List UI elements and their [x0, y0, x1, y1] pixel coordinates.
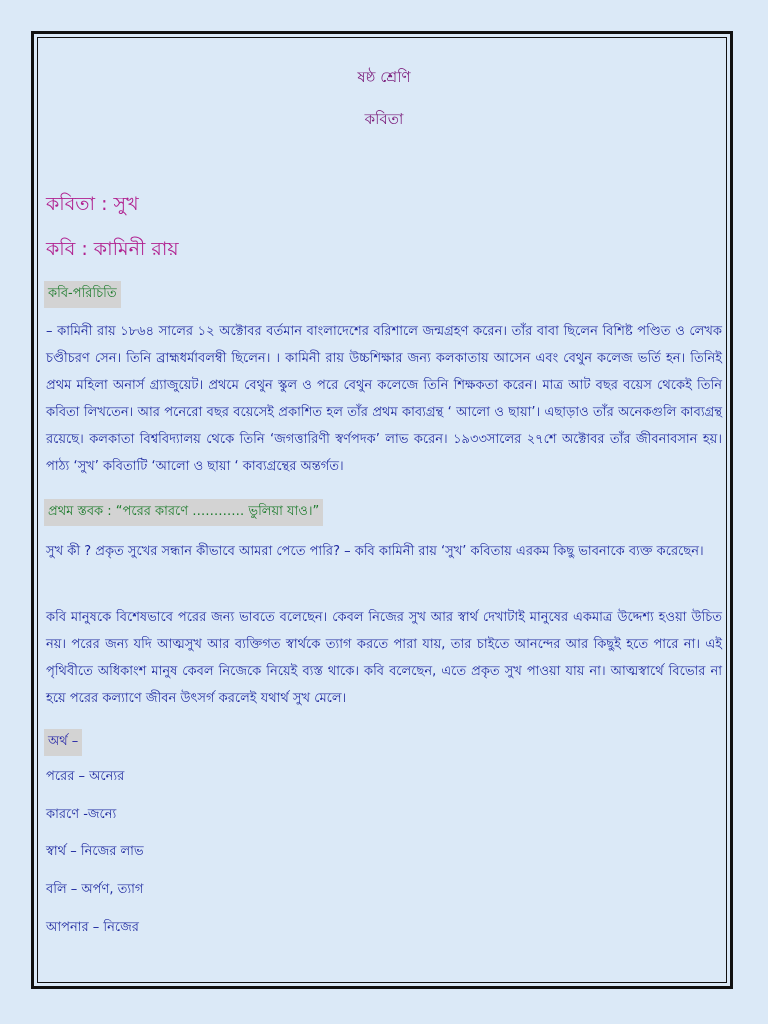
poet-name: কবি : কামিনী রায়: [46, 238, 179, 260]
meaning-item: স্বার্থ – নিজের লাভ: [46, 844, 144, 859]
meaning-item: পরের – অন্যের: [46, 769, 125, 784]
stanza-label: প্রথম স্তবক : “পরের কারণে ………… ভুলিয়া যাও।”: [44, 499, 323, 526]
intro-label: কবি-পরিচিতি: [44, 281, 121, 308]
subject-title: কবিতা: [364, 110, 404, 128]
class-title: ষষ্ঠ শ্রেণি: [357, 68, 411, 86]
stanza-paragraph-1: সুখ কী ? প্রকৃত সুখের সন্ধান কীভাবে আমরা পেতে পারি? – কবি কামিনী রায় ‘সুখ’ কবিতায় এরকম কিছু ভাবনাকে ব্যক্ত করেছেন।: [46, 544, 704, 559]
intro-paragraph: – কামিনী রায় ১৮৬৪ সালের ১২ অক্টোবর বর্তমান বাংলাদেশের বরিশালে জন্মগ্রহণ করেন। তাঁর বাবা ছিলেন বিশিষ্ট পণ্ডিত ও লেখক চণ্ডীচরণ সেন। তিনি ব্রাহ্মধর্মাবলম্বী ছিলেন। । কামিনী রায় উচ্চশিক্ষার জন্য কলকাতায় আসেন এবং বেথুন কলেজ ভর্তি হন। তিনিই প্রথম মহিলা অনার্স গ্র্যাজুয়েট। প্রথমে বেথুন স্কুল ও পরে বেথুন কলেজে তিনি শিক্ষকতা করেন। মাত্র আট বছর বয়েস থেকেই তিনি কবিতা লিখতেন। আর পনেরো বছর বয়েসেই প্রকাশিত হল তাঁর প্রথম কাব্যগ্রন্থ ‘ আলো ও ছায়া’। এছাড়াও তাঁর অনেকগুলি কাব্যগ্রন্থ রয়েছে। কলকাতা বিশ্ববিদ্যালয় থেকে তিনি ‘জগত্তারিণী স্বর্ণপদক’ লাভ করেন। ১৯৩৩সালের ২৭শে অক্টোবর তাঁর জীবনাবসান হয়। পাঠ্য ‘সুখ’ কবিতাটি ‘আলো ও ছায়া ‘ কাব্যগ্রন্থের অন্তর্গত।: [46, 324, 722, 474]
meaning-item: বলি – অর্পণ, ত্যাগ: [46, 882, 144, 897]
poem-title: কবিতা : সুখ: [46, 193, 139, 215]
stanza-paragraph-2: কবি মানুষকে বিশেষভাবে পরের জন্য ভাবতে বলেছেন। কেবল নিজের সুখ আর স্বার্থ দেখাটাই মানুষের একমাত্র উদ্দেশ্য হওয়া উচিত নয়। পরের জন্য যদি আত্মসুখ আর ব্যক্তিগত স্বার্থকে ত্যাগ করতে পারা যায়, তার চাইতে আনন্দের আর কিছুই হতে পারে না। এই পৃথিবীতে অধিকাংশ মানুষ কেবল নিজেকে নিয়েই ব্যস্ত থাকে। কবি বলেছেন, এতে প্রকৃত সুখ পাওয়া যায় না। আত্মস্বার্থে বিভোর না হয়ে পরের কল্যাণে জীবন উৎসর্গ করলেই যথার্থ সুখ মেলে।: [46, 610, 722, 706]
meaning-item: কারণে -জন্যে: [46, 807, 117, 822]
meaning-item: আপনার – নিজের: [46, 920, 139, 935]
meaning-label: অর্থ –: [44, 729, 82, 756]
